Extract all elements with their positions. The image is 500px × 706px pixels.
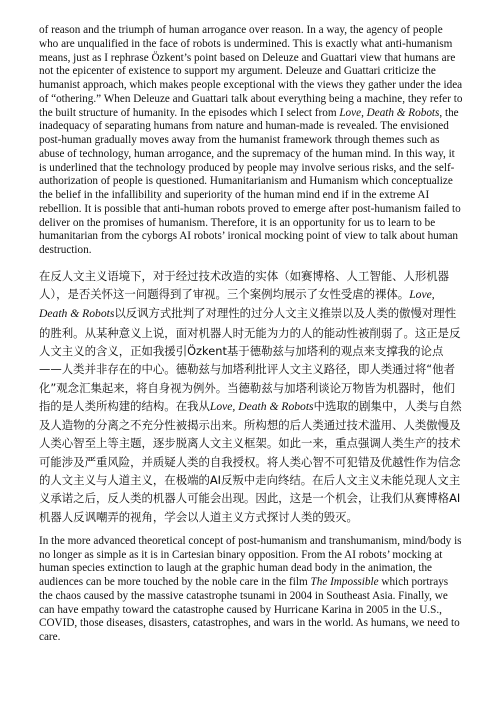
paragraph-english-1 xyxy=(39,24,463,258)
text-span: 中选取的剧集中，人类与自然及人造物的分离之不充分性被揭示出来。所构想的后人类通过技术滥用、人类傲慢及人类心智至上等主题，逐步脱离人文主义框架。如此一来，重点强调人类生产的技术可能涉及严重风险，并质疑人类的自我授权。将人类心智不可犯错及优越性作为信念的人文主义与人道主义，在极端的AI反叛中走向终结。在后人文主义未能兑现人文主义承诺之后，反人类的机器人可能会出现。因此，这是一个机会，让我们从赛博格AI机器人反讽嘲弄的视角，学会以人道主义方式探讨人类的毁灭。 xyxy=(39,398,462,524)
document-page xyxy=(39,24,463,645)
italic-title-the-impossible: The Impossible xyxy=(310,576,379,589)
italic-title-love-death-robots: Love, Death & Robots xyxy=(209,399,314,413)
italic-title-love-death-robots: Love, Death & Robots xyxy=(339,106,440,119)
text-span: which portrays the chaos caused by the massive catastrophe tsunami in 2004 in Southeast Asia. Finally, we can have empathy toward the catastrophe caused by Hurricane Karina in 2005 in the U.S., COVID, those diseases, disasters, catastrophes, and wars in the world. As humans, we need to care. xyxy=(39,576,460,644)
italic-title-love-death-robots: Love, Death & Robots xyxy=(39,288,435,321)
paragraph-chinese xyxy=(39,267,463,526)
text-span: of reason and the triumph of human arrogance over reason. In a way, the agency of people who are unqualified in the face of robots is undermined. This is exactly what anti-humanism means, just as I rephrase Özkent’s point based on Deleuze and Guattari view that humans are not the epicenter of existence to support my argument. Deleuze and Guattari criticize the humanist approach, which makes people exceptional with the views they gather under the idea of “othering.” When Deleuze and Guattari talk about everything being a machine, they refer to the built structure of humanity. In the episodes which I select from xyxy=(39,24,463,119)
paragraph-english-2 xyxy=(39,535,463,645)
text-span: 以反讽方式批判了对理性的过分人文主义推崇以及人类的傲慢对理性的胜利。从某种意义上说，面对机器人时无能为力的人的能动性被削弱了。这正是反人文主义的含义，正如我援引Özkent基于德勒兹与加塔利的观点来支撑我的论点——人类并非存在的中心。德勒兹与加塔利批评人文主义路径，即人类通过将“他者化”观念汇集起来，将自身视为例外。当德勒兹与加塔利谈论万物皆为机器时，他们指的是人类所构建的结构。在我从 xyxy=(39,306,461,413)
text-span: 在反人文主义语境下，对于经过技术改造的实体（如赛博格、人工智能、人形机器人），是否关怀这一问题得到了审视。三个案例均展示了女性受虐的裸体。 xyxy=(39,268,450,302)
text-span: , the inadequacy of separating humans from nature and human-made is revealed. The envisioned post-human gradually moves away from the humanist framework through themes such as abuse of technology, human arrogance, and the supremacy of the human mind. In this way, it is underlined that the technology produced by people may involve serious risks, and the self-authorization of people is questioned. Humanitarianism and Humanism which conceptualize the belief in the infallibility and superiority of the human mind end if in the extreme AI rebellion. It is possible that anti-human robots proved to emerge after post-humanism failed to deliver on the promises of humanism. Therefore, it is an opportunity for us to learn to be humanitarian from the cyborgs AI robots’ ironical mocking point of view to talk about human destruction. xyxy=(39,106,461,256)
text-span: In the more advanced theoretical concept of post-humanism and transhumanism, mind/body is no longer as simple as it is in Cartesian binary opposition. From the AI robots’ mocking at human species extinction to laugh at the graphic human dead body in the animation, the audiences can be more touched by the noble care in the film xyxy=(39,534,462,589)
